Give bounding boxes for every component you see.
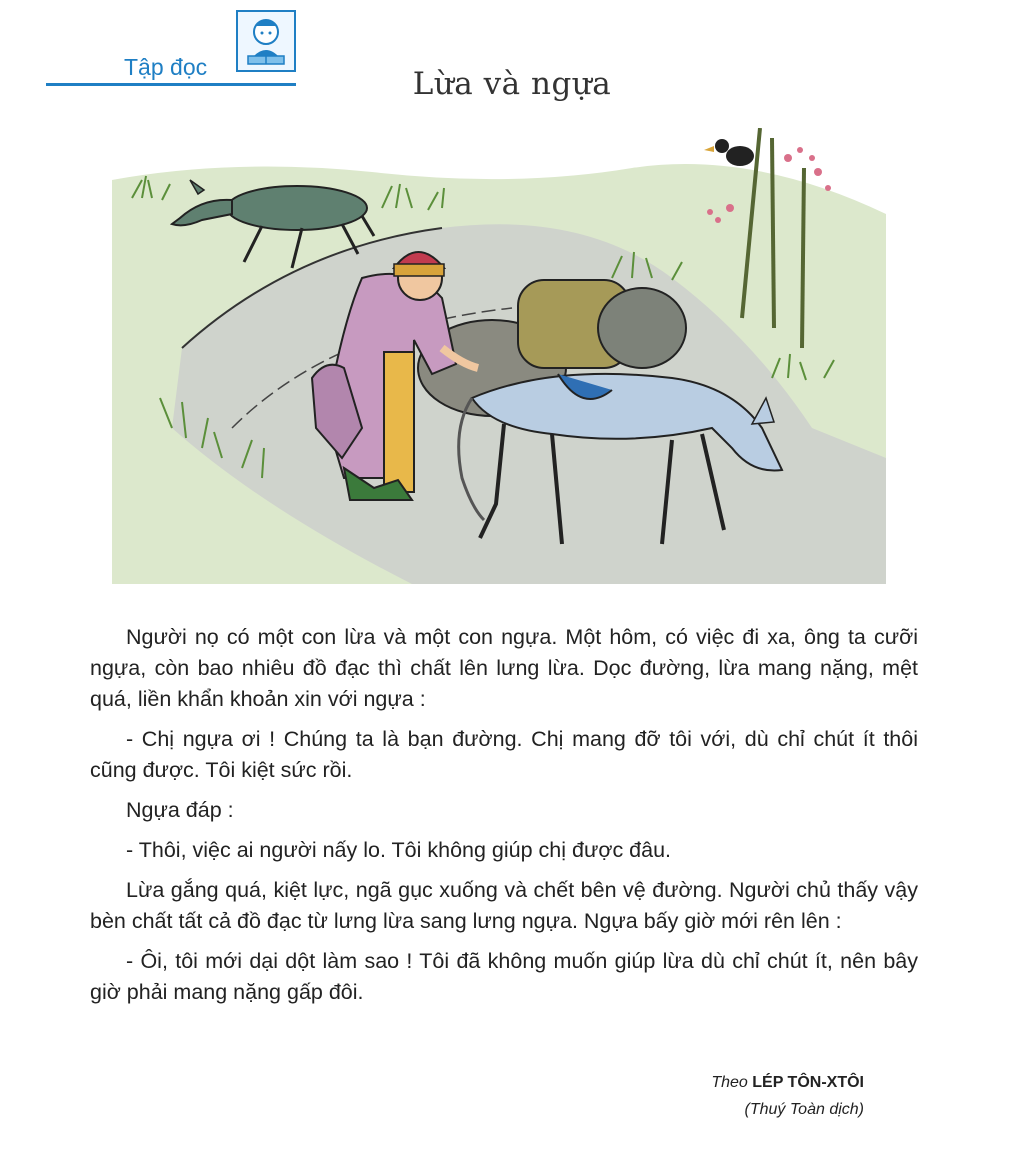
story-text <box>90 622 918 1017</box>
page-title: Lừa và ngựa <box>412 66 612 102</box>
donkey-horse-illustration <box>112 128 886 584</box>
paragraph: Lừa gắng quá, kiệt lực, ngã gục xuống và chết bên vệ đường. Người chủ thấy vậy bèn chất tất cả đồ đạc từ lưng lừa sang lưng ngựa. Ngựa bấy giờ mới rên lên : <box>90 878 918 933</box>
paragraph: - Thôi, việc ai người nấy lo. Tôi không giúp chị được đâu. <box>126 838 672 862</box>
source-author-line <box>711 1069 864 1096</box>
source-credit <box>711 1069 864 1123</box>
paragraph: Ngựa đáp : <box>126 798 234 822</box>
paragraph: Người nọ có một con lừa và một con ngựa. Một hôm, có việc đi xa, ông ta cưỡi ngựa, còn bao nhiêu đồ đạc thì chất lên lưng lừa. Dọc đường, lừa mang nặng, mệt quá, liền khẩn khoản xin với ngựa : <box>90 625 918 711</box>
source-translator: (Thuý Toàn dịch) <box>744 1101 864 1118</box>
crow <box>704 139 754 166</box>
child-reading-icon <box>236 10 296 72</box>
paragraph: - Ôi, tôi mới dại dột làm sao ! Tôi đã không muốn giúp lừa dù chỉ chút ít, nên bây giờ phải mang nặng gấp đôi. <box>90 949 918 1004</box>
source-author: LÉP TÔN-XTÔI <box>752 1074 864 1091</box>
source-theo: Theo <box>711 1074 748 1091</box>
section-label: Tập đọc <box>124 54 208 80</box>
paragraph: - Chị ngựa ơi ! Chúng ta là bạn đường. Chị mang đỡ tôi với, dù chỉ chút ít thôi cũng được. Tôi kiệt sức rồi. <box>90 727 918 782</box>
